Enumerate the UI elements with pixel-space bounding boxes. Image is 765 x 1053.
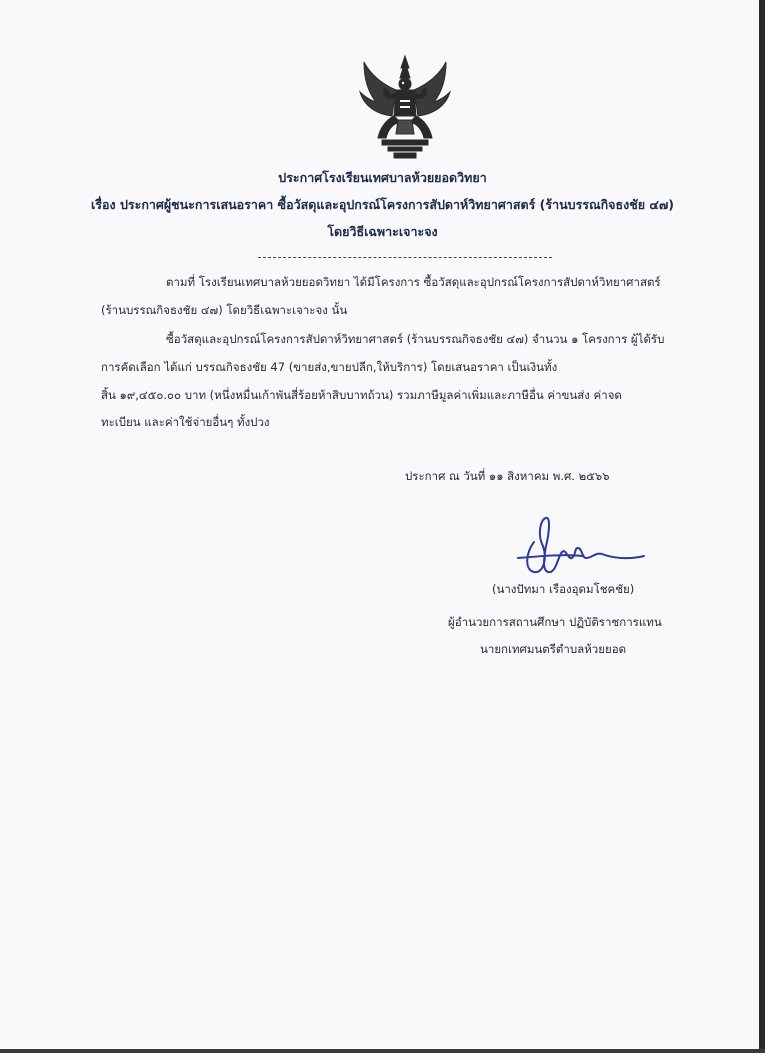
garuda-emblem-icon — [356, 54, 454, 160]
document-method: โดยวิธีเฉพาะเจาะจง — [327, 224, 438, 239]
document-title: ประกาศโรงเรียนเทศบาลห้วยยอดวิทยา — [278, 170, 487, 185]
paragraph-2-line-1: ซื้อวัสดุและอุปกรณ์โครงการสัปดาห์วิทยาศาสตร์ (ร้านบรรณกิจธงชัย ๔๗) จำนวน ๑ โครงการ ผู้ได้รับ — [166, 332, 665, 346]
document-subject: เรื่อง ประกาศผู้ชนะการเสนอราคา ซื้อวัสดุและอุปกรณ์โครงการสัปดาห์วิทยาศาสตร์ (ร้านบรรณกิจธงชัย ๔๗) — [91, 197, 674, 212]
paragraph-1-line-2: (ร้านบรรณกิจธงชัย ๔๗) โดยวิธีเฉพาะเจาะจง นั้น — [101, 303, 348, 317]
paragraph-2-line-2: การคัดเลือก ได้แก่ บรรณกิจธงชัย 47 (ขายส่ง,ขายปลีก,ให้บริการ) โดยเสนอราคา เป็นเงินทั้ง — [101, 360, 558, 374]
signer-position-line-2: นายกเทศมนตรีตำบลห้วยยอด — [480, 642, 627, 656]
signature-icon — [512, 512, 652, 584]
paragraph-2-line-3: สิ้น ๑๙,๔๕๐.๐๐ บาท (หนึ่งหมื่นเก้าพันสี่ร้อยห้าสิบบาทถ้วน) รวมภาษีมูลค่าเพิ่มและภาษีอื่น ค่าขนส่ง ค่าจด — [101, 388, 622, 402]
divider-line — [258, 257, 552, 258]
paragraph-2-line-4: ทะเบียน และค่าใช้จ่ายอื่นๆ ทั้งปวง — [101, 415, 270, 429]
paragraph-1-line-1: ตามที่ โรงเรียนเทศบาลห้วยยอดวิทยา ได้มีโครงการ ซื้อวัสดุและอุปกรณ์โครงการสัปดาห์วิทยาศาสตร์ — [166, 275, 661, 289]
signer-name: (นางปัทมา เรืองอุดมโชคชัย) — [492, 582, 635, 596]
announcement-date: ประกาศ ณ วันที่ ๑๑ สิงหาคม พ.ศ. ๒๕๖๖ — [405, 469, 610, 483]
signer-position-line-1: ผู้อำนวยการสถานศึกษา ปฏิบัติราชการแทน — [448, 615, 662, 629]
scan-edge-bottom — [0, 1049, 765, 1053]
scan-edge-right — [759, 0, 765, 1053]
